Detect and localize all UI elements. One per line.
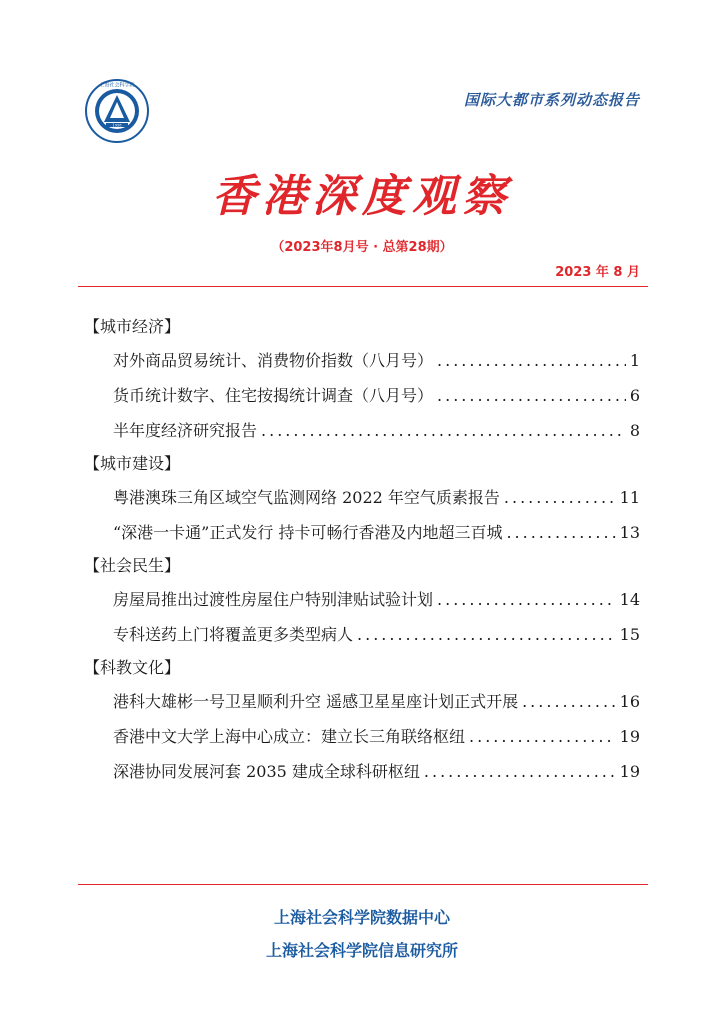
page-title: 香港深度观察 (212, 171, 512, 222)
dot-leader (437, 343, 626, 378)
toc-entry-title: 粤港澳珠三角区域空气监测网络 2022 年空气质素报告 (113, 488, 500, 507)
toc-entry-title: “深港一卡通”正式发行 持卡可畅行香港及内地超三百城 (113, 523, 503, 542)
toc-entry[interactable] (84, 617, 640, 652)
dot-leader (357, 617, 616, 652)
toc-entry-page: 19 (619, 727, 640, 746)
toc-entry-page: 11 (619, 488, 640, 507)
series-label: 国际大都市系列动态报告 (463, 91, 640, 109)
toc-entry[interactable] (84, 582, 640, 617)
toc-entry-title: 货币统计数字、住宅按揭统计调查（八月号） (113, 386, 434, 405)
bottom-divider (78, 884, 648, 885)
toc-entry[interactable] (84, 754, 640, 789)
dot-leader (437, 378, 626, 413)
toc-entry-page: 14 (619, 590, 640, 609)
publisher-line-2: 上海社会科学院信息研究所 (265, 941, 458, 960)
toc-entry[interactable] (84, 719, 640, 754)
dot-leader (261, 413, 626, 448)
dot-leader (469, 719, 616, 754)
toc-entry[interactable] (84, 515, 640, 550)
logo-year: 1958 (112, 123, 122, 128)
issue-number: （2023年8月号 · 总第28期） (271, 240, 453, 255)
seal-icon (84, 78, 150, 144)
toc-section-header: 【科教文化】 (84, 658, 181, 677)
toc-entry-title: 香港中文大学上海中心成立：建立长三角联络枢纽 (113, 727, 466, 746)
toc-section-header: 【城市建设】 (84, 454, 181, 473)
toc-entry-title: 房屋局推出过渡性房屋住户特别津贴试验计划 (113, 590, 434, 609)
toc-entry-page: 19 (619, 762, 640, 781)
toc-entry-page: 16 (619, 692, 640, 711)
publication-date: 2023 年 8 月 (555, 265, 640, 280)
toc-entry[interactable] (84, 684, 640, 719)
toc-section-header: 【社会民生】 (84, 556, 181, 575)
dot-leader (506, 515, 615, 550)
toc-entry-title: 专科送药上门将覆盖更多类型病人 (113, 625, 354, 644)
publisher-line-1: 上海社会科学院数据中心 (273, 908, 450, 927)
toc-entry[interactable] (84, 480, 640, 515)
toc-entry-title: 港科大雄彬一号卫星顺利升空 遥感卫星星座计划正式开展 (113, 692, 519, 711)
academy-seal-logo (84, 78, 150, 144)
dot-leader (424, 754, 616, 789)
dot-leader (437, 582, 616, 617)
table-of-contents (84, 311, 640, 789)
dot-leader (504, 480, 616, 515)
toc-entry-page: 6 (629, 386, 640, 405)
toc-entry-title: 对外商品贸易统计、消费物价指数（八月号） (113, 351, 434, 370)
toc-entry-title: 深港协同发展河套 2035 建成全球科研枢纽 (113, 762, 420, 781)
toc-entry[interactable] (84, 413, 640, 448)
logo-text: 上海社会科学院 (99, 82, 135, 89)
toc-entry-page: 13 (619, 523, 640, 542)
toc-entry-page: 15 (619, 625, 640, 644)
dot-leader (522, 684, 616, 719)
toc-entry-page: 8 (629, 421, 640, 440)
toc-entry-page: 1 (629, 351, 640, 370)
toc-section-header: 【城市经济】 (84, 317, 181, 336)
toc-entry[interactable] (84, 343, 640, 378)
top-divider (78, 286, 648, 287)
toc-entry[interactable] (84, 378, 640, 413)
toc-entry-title: 半年度经济研究报告 (113, 421, 258, 440)
